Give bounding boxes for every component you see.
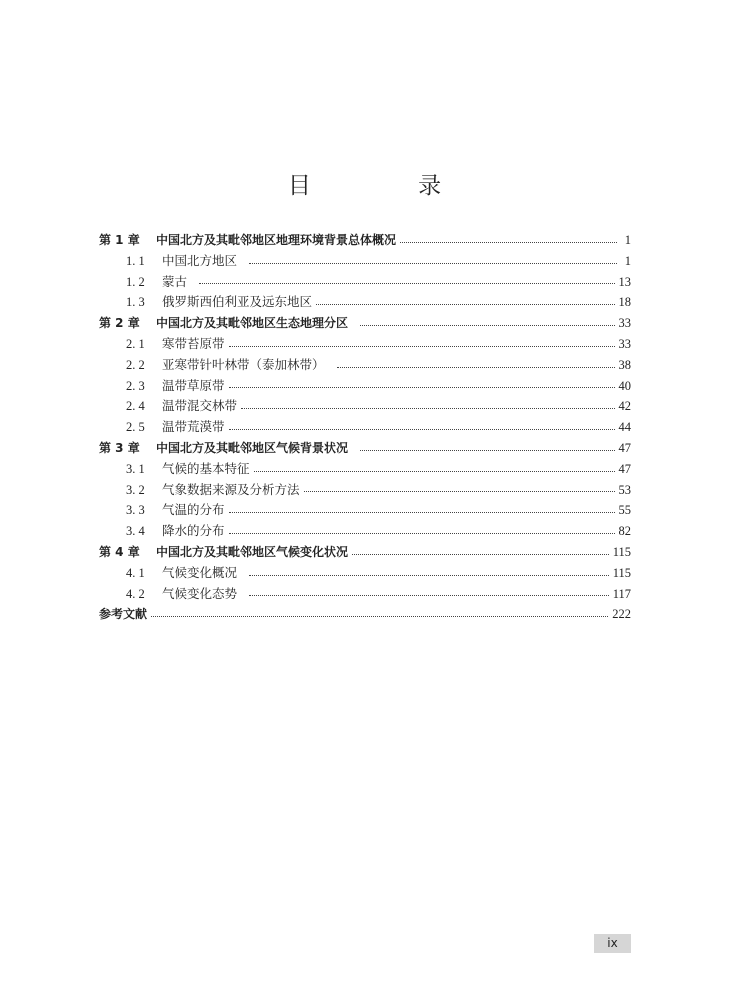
toc-entry-page: 40: [618, 378, 631, 393]
toc-entry-page: 117: [612, 586, 631, 601]
dot-leader: [352, 554, 609, 555]
dot-leader: [229, 387, 615, 388]
dot-leader: [229, 429, 615, 430]
toc-entry-number: 3. 4: [126, 524, 145, 539]
toc-entry-section-1-2[interactable]: [99, 272, 631, 293]
toc-entry-chapter-2[interactable]: [99, 313, 631, 334]
toc-entry-page: 18: [618, 295, 631, 310]
toc-entry-title: 气温的分布: [162, 502, 225, 518]
toc-entry-section-4-2[interactable]: [99, 584, 631, 605]
toc-entry-title: 蒙古: [162, 273, 188, 289]
toc-entry-section-2-1[interactable]: [99, 334, 631, 355]
toc-entry-section-1-3[interactable]: [99, 292, 631, 313]
toc-entry-page: 38: [618, 357, 631, 372]
dot-leader: [304, 491, 615, 492]
toc-entry-section-3-4[interactable]: [99, 521, 631, 542]
toc-entry-section-2-2[interactable]: [99, 355, 631, 376]
dot-leader: [199, 283, 614, 284]
toc-entry-number: 4. 2: [126, 586, 145, 601]
toc-entry-number: 2. 4: [126, 399, 145, 414]
toc-entry-title: 参考文献: [99, 607, 148, 622]
toc-entry-page: 47: [618, 440, 631, 455]
dot-leader: [254, 471, 615, 472]
toc-entry-number: 3. 1: [126, 461, 145, 476]
toc-entry-number: 2. 3: [126, 378, 145, 393]
toc-entry-number: 第 1 章: [99, 233, 140, 247]
toc-entry-section-4-1[interactable]: [99, 563, 631, 584]
toc-entry-title: 温带草原带: [162, 377, 225, 393]
toc-entry-section-3-1[interactable]: [99, 459, 631, 480]
dot-leader: [400, 242, 617, 243]
toc-entry-title: 中国北方及其毗邻地区地理环境背景总体概况: [156, 233, 397, 247]
toc-entry-number: 第 2 章: [99, 316, 140, 331]
toc-entry-page: 222: [612, 607, 631, 622]
toc-entry-page: 44: [618, 420, 631, 435]
toc-entry-title: 中国北方及其毗邻地区气候变化状况: [156, 544, 349, 559]
toc-entry-number: 3. 3: [126, 503, 145, 518]
dot-leader: [249, 575, 609, 576]
toc-entry-title: 温带混交林带: [162, 398, 238, 414]
toc-entry-page: 1: [624, 253, 631, 268]
toc-entry-page: 33: [618, 336, 631, 351]
toc-entry-title: 气候变化态势: [162, 585, 238, 601]
toc-entry-section-3-3[interactable]: [99, 500, 631, 521]
toc-entry-chapter-3[interactable]: [99, 438, 631, 459]
dot-leader: [337, 367, 615, 368]
page-folio: ix: [594, 934, 631, 953]
toc-entry-title: 气候的基本特征: [162, 460, 250, 476]
toc-entry-section-2-4[interactable]: [99, 396, 631, 417]
toc-entry-references[interactable]: [99, 604, 631, 625]
toc-entry-number: 1. 3: [126, 295, 145, 310]
toc-entry-title: 亚寒带针叶林带（泰加林带）: [162, 356, 325, 372]
toc-entry-page: 82: [618, 524, 631, 539]
toc-entry-number: 2. 1: [126, 336, 145, 351]
toc-entry-number: 3. 2: [126, 482, 145, 497]
toc-entry-title: 降水的分布: [162, 523, 225, 539]
toc-entry-section-2-3[interactable]: [99, 376, 631, 397]
toc-entry-section-1-1[interactable]: [99, 251, 631, 272]
toc-entry-page: 47: [618, 461, 631, 476]
toc-entry-number: 1. 1: [126, 253, 145, 268]
toc-entry-number: 4. 1: [126, 565, 145, 580]
dot-leader: [249, 263, 617, 264]
toc-entry-page: 115: [612, 565, 631, 580]
toc-entry-number: 第 3 章: [99, 440, 140, 455]
toc-entry-page: 13: [618, 274, 631, 289]
toc-entry-title: 气象数据来源及分析方法: [162, 481, 300, 497]
dot-leader: [151, 616, 608, 617]
toc-entry-chapter-4[interactable]: [99, 542, 631, 563]
dot-leader: [229, 533, 615, 534]
dot-leader: [229, 346, 615, 347]
toc-entry-page: 42: [618, 399, 631, 414]
toc-entry-page: 55: [618, 503, 631, 518]
toc-title: 目 录: [287, 173, 492, 199]
dot-leader: [316, 304, 614, 305]
toc-entry-title: 中国北方及其毗邻地区生态地理分区: [156, 316, 349, 331]
toc-list: [99, 230, 631, 625]
toc-entry-page: 53: [618, 482, 631, 497]
dot-leader: [241, 408, 614, 409]
toc-entry-title: 中国北方及其毗邻地区气候背景状况: [156, 440, 349, 455]
toc-entry-number: 第 4 章: [99, 544, 140, 559]
toc-entry-title: 气候变化概况: [162, 564, 238, 580]
toc-entry-title: 俄罗斯西伯利亚及远东地区: [162, 294, 313, 310]
toc-entry-number: 1. 2: [126, 274, 145, 289]
toc-entry-number: 2. 2: [126, 357, 145, 372]
toc-entry-number: 2. 5: [126, 420, 145, 435]
dot-leader: [360, 450, 614, 451]
toc-entry-title: 中国北方地区: [162, 252, 238, 268]
toc-entry-section-3-2[interactable]: [99, 480, 631, 501]
toc-entry-chapter-1[interactable]: [99, 230, 631, 251]
toc-entry-title: 温带荒漠带: [162, 419, 225, 435]
toc-entry-page: 1: [624, 233, 631, 247]
toc-entry-title: 寒带苔原带: [162, 335, 225, 351]
toc-entry-section-2-5[interactable]: [99, 417, 631, 438]
dot-leader: [229, 512, 615, 513]
dot-leader: [249, 595, 609, 596]
toc-entry-page: 33: [618, 316, 631, 331]
toc-entry-page: 115: [612, 544, 631, 559]
dot-leader: [360, 325, 614, 326]
